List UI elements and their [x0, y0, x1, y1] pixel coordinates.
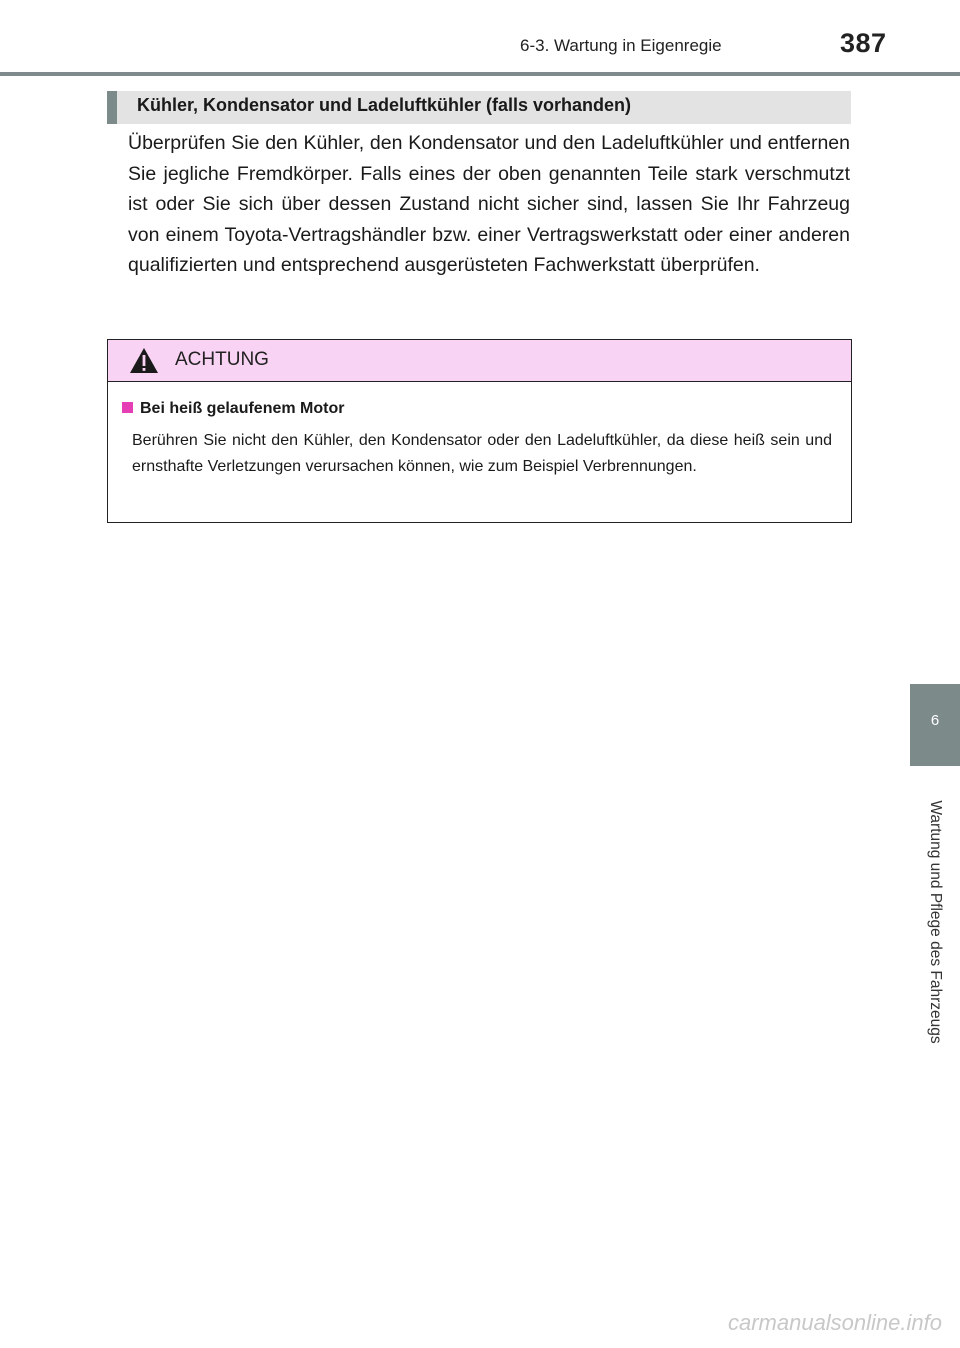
body-paragraph: Überprüfen Sie den Kühler, den Kondensator und den Ladeluftkühler und entfernen Sie jegliche Fremdkörper. Falls eines der oben genannten Teile stark verschmutzt ist oder Sie sich über dessen Zustand nicht sicher sind, lassen Sie Ihr Fahrzeug von einem Toyota-Vertragshändler bzw. einer Vertragswerkstatt oder einer anderen qualifizierten und entsprechend ausgerüsteten Fachwerkstatt überprüfen.	[128, 132, 850, 277]
section-heading-bar	[107, 91, 851, 124]
warning-triangle-icon	[129, 347, 159, 374]
watermark: carmanualsonline.info	[727, 1310, 942, 1335]
header-divider	[0, 72, 960, 76]
warning-header	[108, 340, 851, 382]
header-section-title: 6-3. Wartung in Eigenregie	[520, 36, 722, 55]
chapter-title: Wartung und Pflege des Fahrzeugs	[927, 800, 944, 1044]
warning-box	[107, 339, 852, 523]
chapter-number: 6	[930, 712, 940, 729]
page-number: 387	[840, 28, 887, 58]
warning-item-text: Berühren Sie nicht den Kühler, den Kondensator oder den Ladeluftkühler, da diese heiß sein und ernsthafte Verletzungen verursachen können, wie zum Beispiel Verbrennungen.	[132, 432, 832, 475]
warning-item-title: Bei heiß gelaufenem Motor	[140, 400, 345, 417]
warning-label: ACHTUNG	[175, 349, 269, 370]
warning-item-heading	[122, 400, 344, 418]
section-title: Kühler, Kondensator und Ladeluftkühler (falls vorhanden)	[137, 95, 632, 115]
chapter-tab	[910, 684, 960, 766]
bullet-square-icon	[122, 402, 133, 413]
